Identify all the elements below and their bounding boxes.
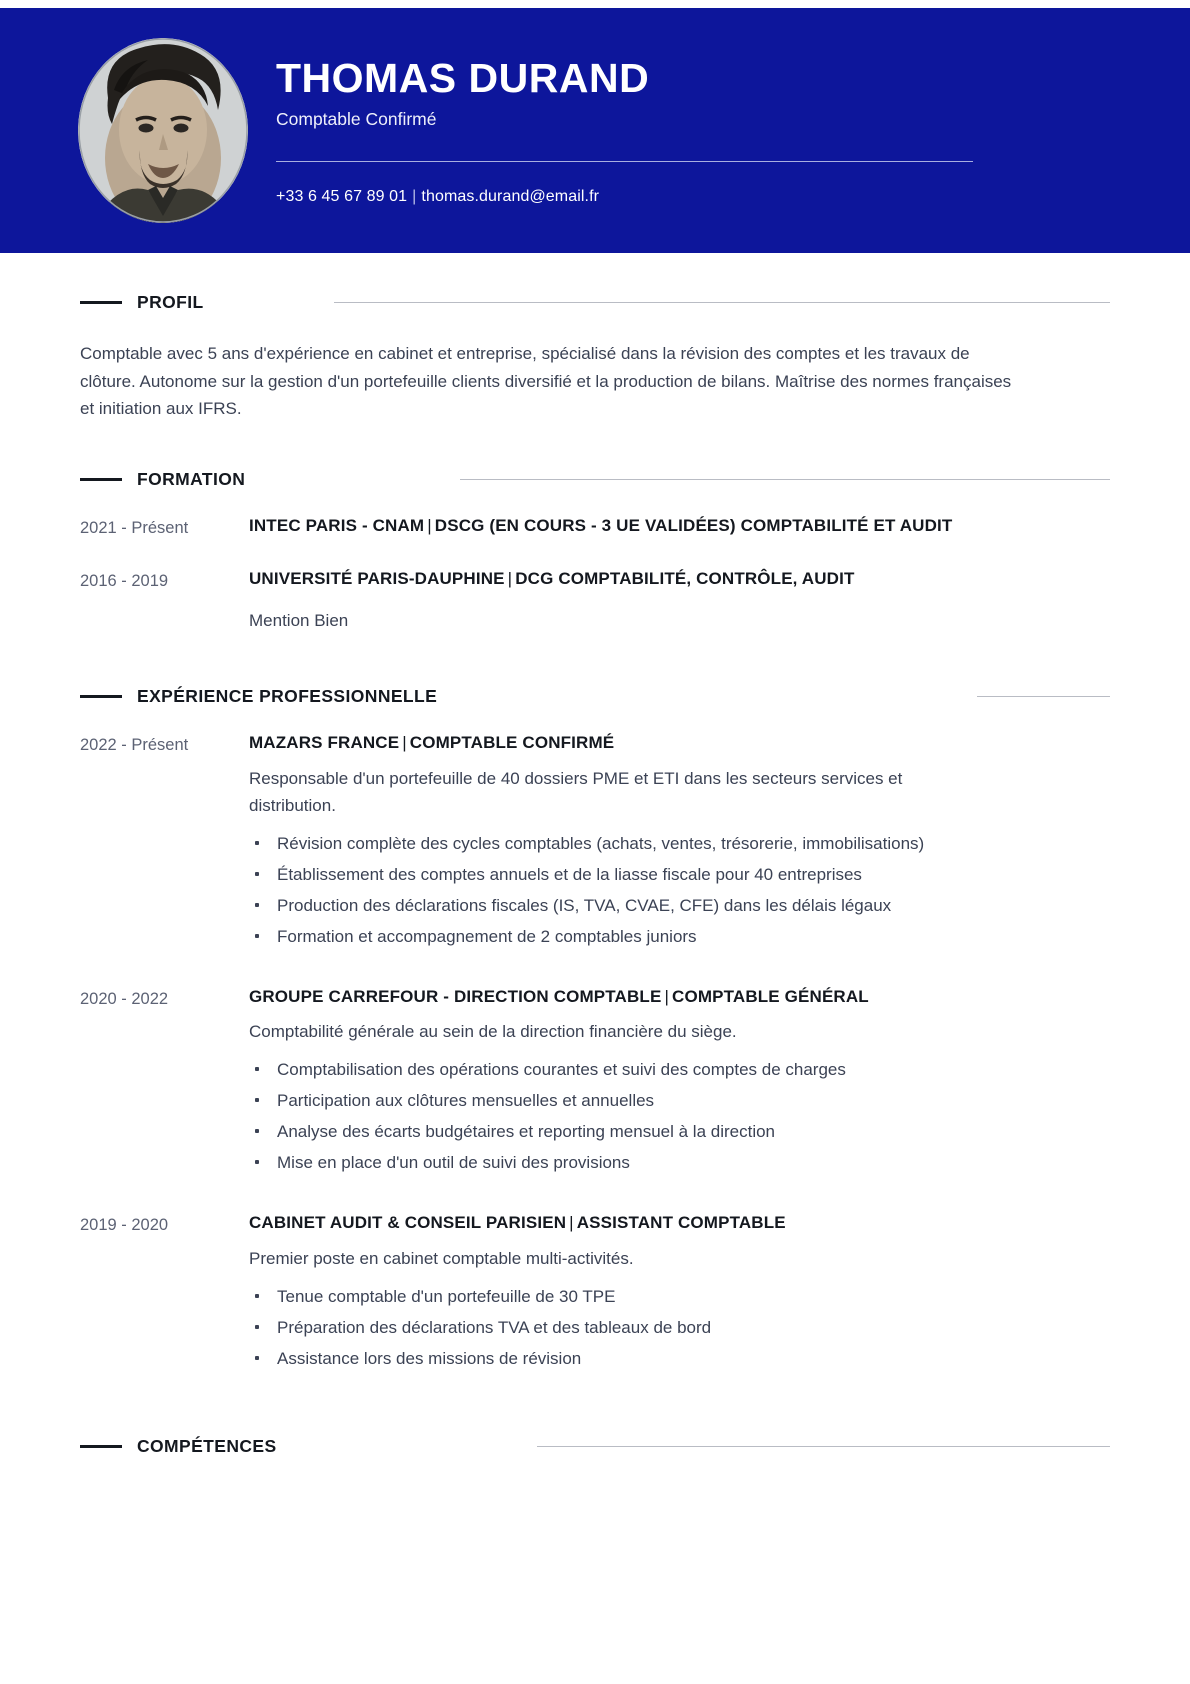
list-item: Mise en place d'un outil de suivi des provisions <box>249 1150 1110 1175</box>
job-role-subtitle: Comptable Confirmé <box>276 108 437 129</box>
experience-bullet-list <box>249 831 1110 950</box>
formation-institution: INTEC PARIS - CNAM <box>249 515 425 535</box>
experience-content <box>249 732 1110 955</box>
section-rule <box>460 479 1110 480</box>
experience-entry <box>80 1212 1110 1377</box>
experience-title <box>249 986 1110 1008</box>
experience-position: ASSISTANT COMPTABLE <box>576 1213 786 1233</box>
formation-degree: DCG COMPTABILITÉ, CONTRÔLE, AUDIT <box>515 568 855 588</box>
header-divider <box>276 161 973 162</box>
resume-header <box>0 8 1190 253</box>
header-text-block <box>276 56 1106 206</box>
section-title-experience: EXPÉRIENCE PROFESSIONNELLE <box>137 685 438 706</box>
section-profil <box>0 253 1190 423</box>
experience-dates: 2019 - 2020 <box>80 1216 169 1235</box>
experience-dates: 2022 - Présent <box>80 736 189 755</box>
experience-description: Responsable d'un portefeuille de 40 dossiers PME et ETI dans les secteurs services et distribution. <box>249 768 903 815</box>
list-item: Analyse des écarts budgétaires et reporting mensuel à la direction <box>249 1119 1110 1144</box>
phone-number: +33 6 45 67 89 01 <box>276 187 408 205</box>
page-title: THOMAS DURAND <box>276 55 650 101</box>
formation-institution: UNIVERSITÉ PARIS-DAUPHINE <box>249 568 505 588</box>
title-separator: | <box>402 733 407 753</box>
experience-content <box>249 986 1110 1182</box>
experience-description: Comptabilité générale au sein de la direction financière du siège. <box>249 1021 737 1041</box>
section-formation <box>0 469 1190 634</box>
section-title-formation: FORMATION <box>137 469 246 490</box>
formation-entry <box>80 568 1110 634</box>
experience-position: COMPTABLE CONFIRMÉ <box>409 733 615 753</box>
list-item: Comptabilisation des opérations courantes et suivi des comptes de charges <box>249 1057 1110 1082</box>
formation-dates: 2016 - 2019 <box>80 571 169 590</box>
formation-title <box>249 568 1110 590</box>
list-item: Préparation des déclarations TVA et des tableaux de bord <box>249 1315 1110 1340</box>
list-item: Assistance lors des missions de révision <box>249 1346 1110 1371</box>
section-experience <box>0 685 1190 1377</box>
section-rule <box>537 1446 1110 1447</box>
formation-mention: Mention Bien <box>249 610 349 630</box>
section-rule <box>334 302 1110 303</box>
formation-title <box>249 515 1110 537</box>
avatar <box>78 38 248 223</box>
title-separator: | <box>507 568 513 588</box>
section-header-formation <box>80 469 1110 491</box>
experience-company: MAZARS FRANCE <box>249 733 400 753</box>
section-dash-icon <box>80 695 122 698</box>
section-dash-icon <box>80 478 122 481</box>
formation-degree: DSCG (EN COURS - 3 UE VALIDÉES) COMPTABILITÉ ET AUDIT <box>434 515 953 535</box>
experience-bullet-list <box>249 1284 1110 1371</box>
experience-bullet-list <box>249 1057 1110 1176</box>
formation-content <box>249 568 1110 634</box>
experience-entry <box>80 986 1110 1182</box>
section-dash-icon <box>80 301 122 304</box>
formation-entry <box>80 515 1110 539</box>
portrait-photo-icon <box>78 38 248 223</box>
section-rule <box>977 696 1110 697</box>
experience-position: COMPTABLE GÉNÉRAL <box>672 986 869 1006</box>
list-item: Révision complète des cycles comptables (achats, ventes, trésorerie, immobilisations) <box>249 831 1110 856</box>
section-competences <box>0 1435 1190 1457</box>
experience-content <box>249 1212 1110 1377</box>
resume-body <box>0 253 1190 1457</box>
section-title-profil: PROFIL <box>137 291 204 312</box>
section-dash-icon <box>80 1445 122 1448</box>
list-item: Formation et accompagnement de 2 comptables juniors <box>249 924 1110 949</box>
section-header-experience <box>80 685 1110 707</box>
title-separator: | <box>664 986 670 1006</box>
section-header-competences <box>80 1435 1110 1457</box>
list-item: Participation aux clôtures mensuelles et annuelles <box>249 1088 1110 1113</box>
experience-title <box>249 732 1110 754</box>
experience-description: Premier poste en cabinet comptable multi-activités. <box>249 1248 634 1268</box>
list-item: Tenue comptable d'un portefeuille de 30 TPE <box>249 1284 1110 1309</box>
contact-line <box>276 188 1106 206</box>
formation-dates: 2021 - Présent <box>80 518 189 537</box>
formation-content <box>249 515 1110 539</box>
experience-title <box>249 1212 1110 1234</box>
profil-paragraph: Comptable avec 5 ans d'expérience en cabinet et entreprise, spécialisé dans la révision des comptes et les travaux de clôture. Autonome sur la gestion d'un portefeuille clients diversifié et la production de bilans. Maîtrise des normes françaises et initiation aux IFRS. <box>80 344 1012 419</box>
experience-entry <box>80 732 1110 955</box>
experience-company: GROUPE CARREFOUR - DIRECTION COMPTABLE <box>249 986 662 1006</box>
section-title-competences: COMPÉTENCES <box>137 1435 277 1456</box>
contact-separator: | <box>412 187 417 205</box>
list-item: Établissement des comptes annuels et de la liasse fiscale pour 40 entreprises <box>249 862 1110 887</box>
email-address: thomas.durand@email.fr <box>421 187 600 205</box>
title-separator: | <box>427 515 432 535</box>
title-separator: | <box>569 1213 574 1233</box>
experience-dates: 2020 - 2022 <box>80 989 169 1008</box>
list-item: Production des déclarations fiscales (IS, TVA, CVAE, CFE) dans les délais légaux <box>249 893 1110 918</box>
section-header-profil <box>80 291 1110 313</box>
experience-company: CABINET AUDIT & CONSEIL PARISIEN <box>249 1213 567 1233</box>
